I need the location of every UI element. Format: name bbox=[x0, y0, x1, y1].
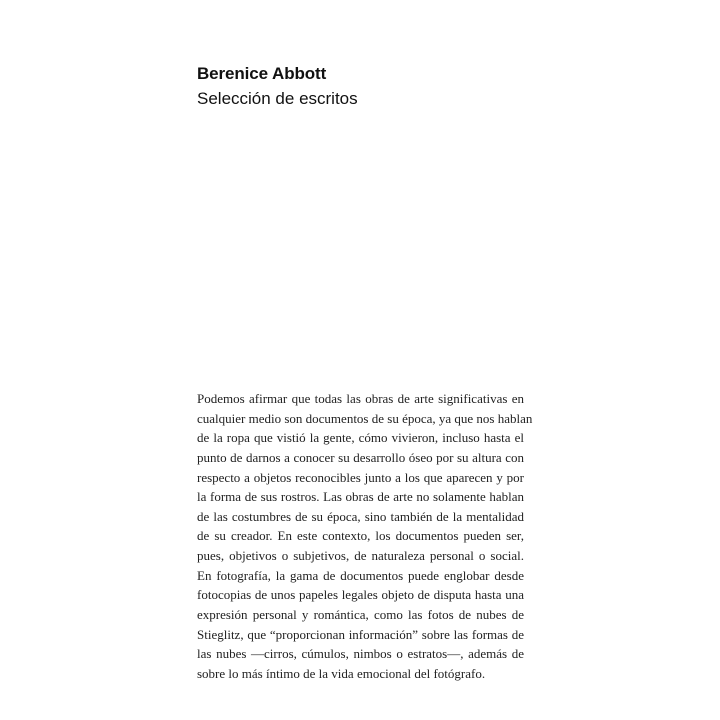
paragraph-line: la forma de sus rostros. Las obras de arte no solamente hablan bbox=[197, 489, 524, 505]
page-heading bbox=[197, 62, 358, 111]
paragraph-line: expresión personal y romántica, como las fotos de nubes de bbox=[197, 607, 524, 623]
paragraph-line: cualquier medio son documentos de su época, ya que nos hablan bbox=[197, 410, 533, 426]
paragraph-line: sobre lo más íntimo de la vida emocional del fotógrafo. bbox=[197, 665, 486, 681]
book-title: Selección de escritos bbox=[197, 89, 358, 108]
paragraph-line: respecto a objetos reconocibles junto a los que aparecen y por bbox=[197, 469, 524, 485]
paragraph-line: En fotografía, la gama de documentos puede englobar desde bbox=[197, 567, 524, 583]
paragraph-line: de su creador. En este contexto, los documentos pueden ser, bbox=[197, 528, 524, 544]
paragraph-line: de la ropa que vistió la gente, cómo vivieron, incluso hasta el bbox=[197, 430, 524, 446]
paragraph-line: fotocopias de unos papeles legales objeto de disputa hasta una bbox=[197, 587, 524, 603]
paragraph-line: Stieglitz, que “proporcionan información” sobre las formas de bbox=[197, 626, 524, 642]
paragraph-line: Podemos afirmar que todas las obras de arte significativas en bbox=[197, 391, 524, 406]
paragraph-line: de las costumbres de su época, sino también de la mentalidad bbox=[197, 508, 524, 524]
paragraph-line: las nubes —cirros, cúmulos, nimbos o estratos—, además de bbox=[197, 646, 524, 662]
body-paragraph bbox=[197, 389, 533, 684]
paragraph-line: punto de darnos a conocer su desarrollo óseo por su altura con bbox=[197, 449, 524, 465]
paragraph-line: pues, objetivos o subjetivos, de naturaleza personal o social. bbox=[197, 548, 524, 564]
author-name: Berenice Abbott bbox=[197, 64, 327, 83]
